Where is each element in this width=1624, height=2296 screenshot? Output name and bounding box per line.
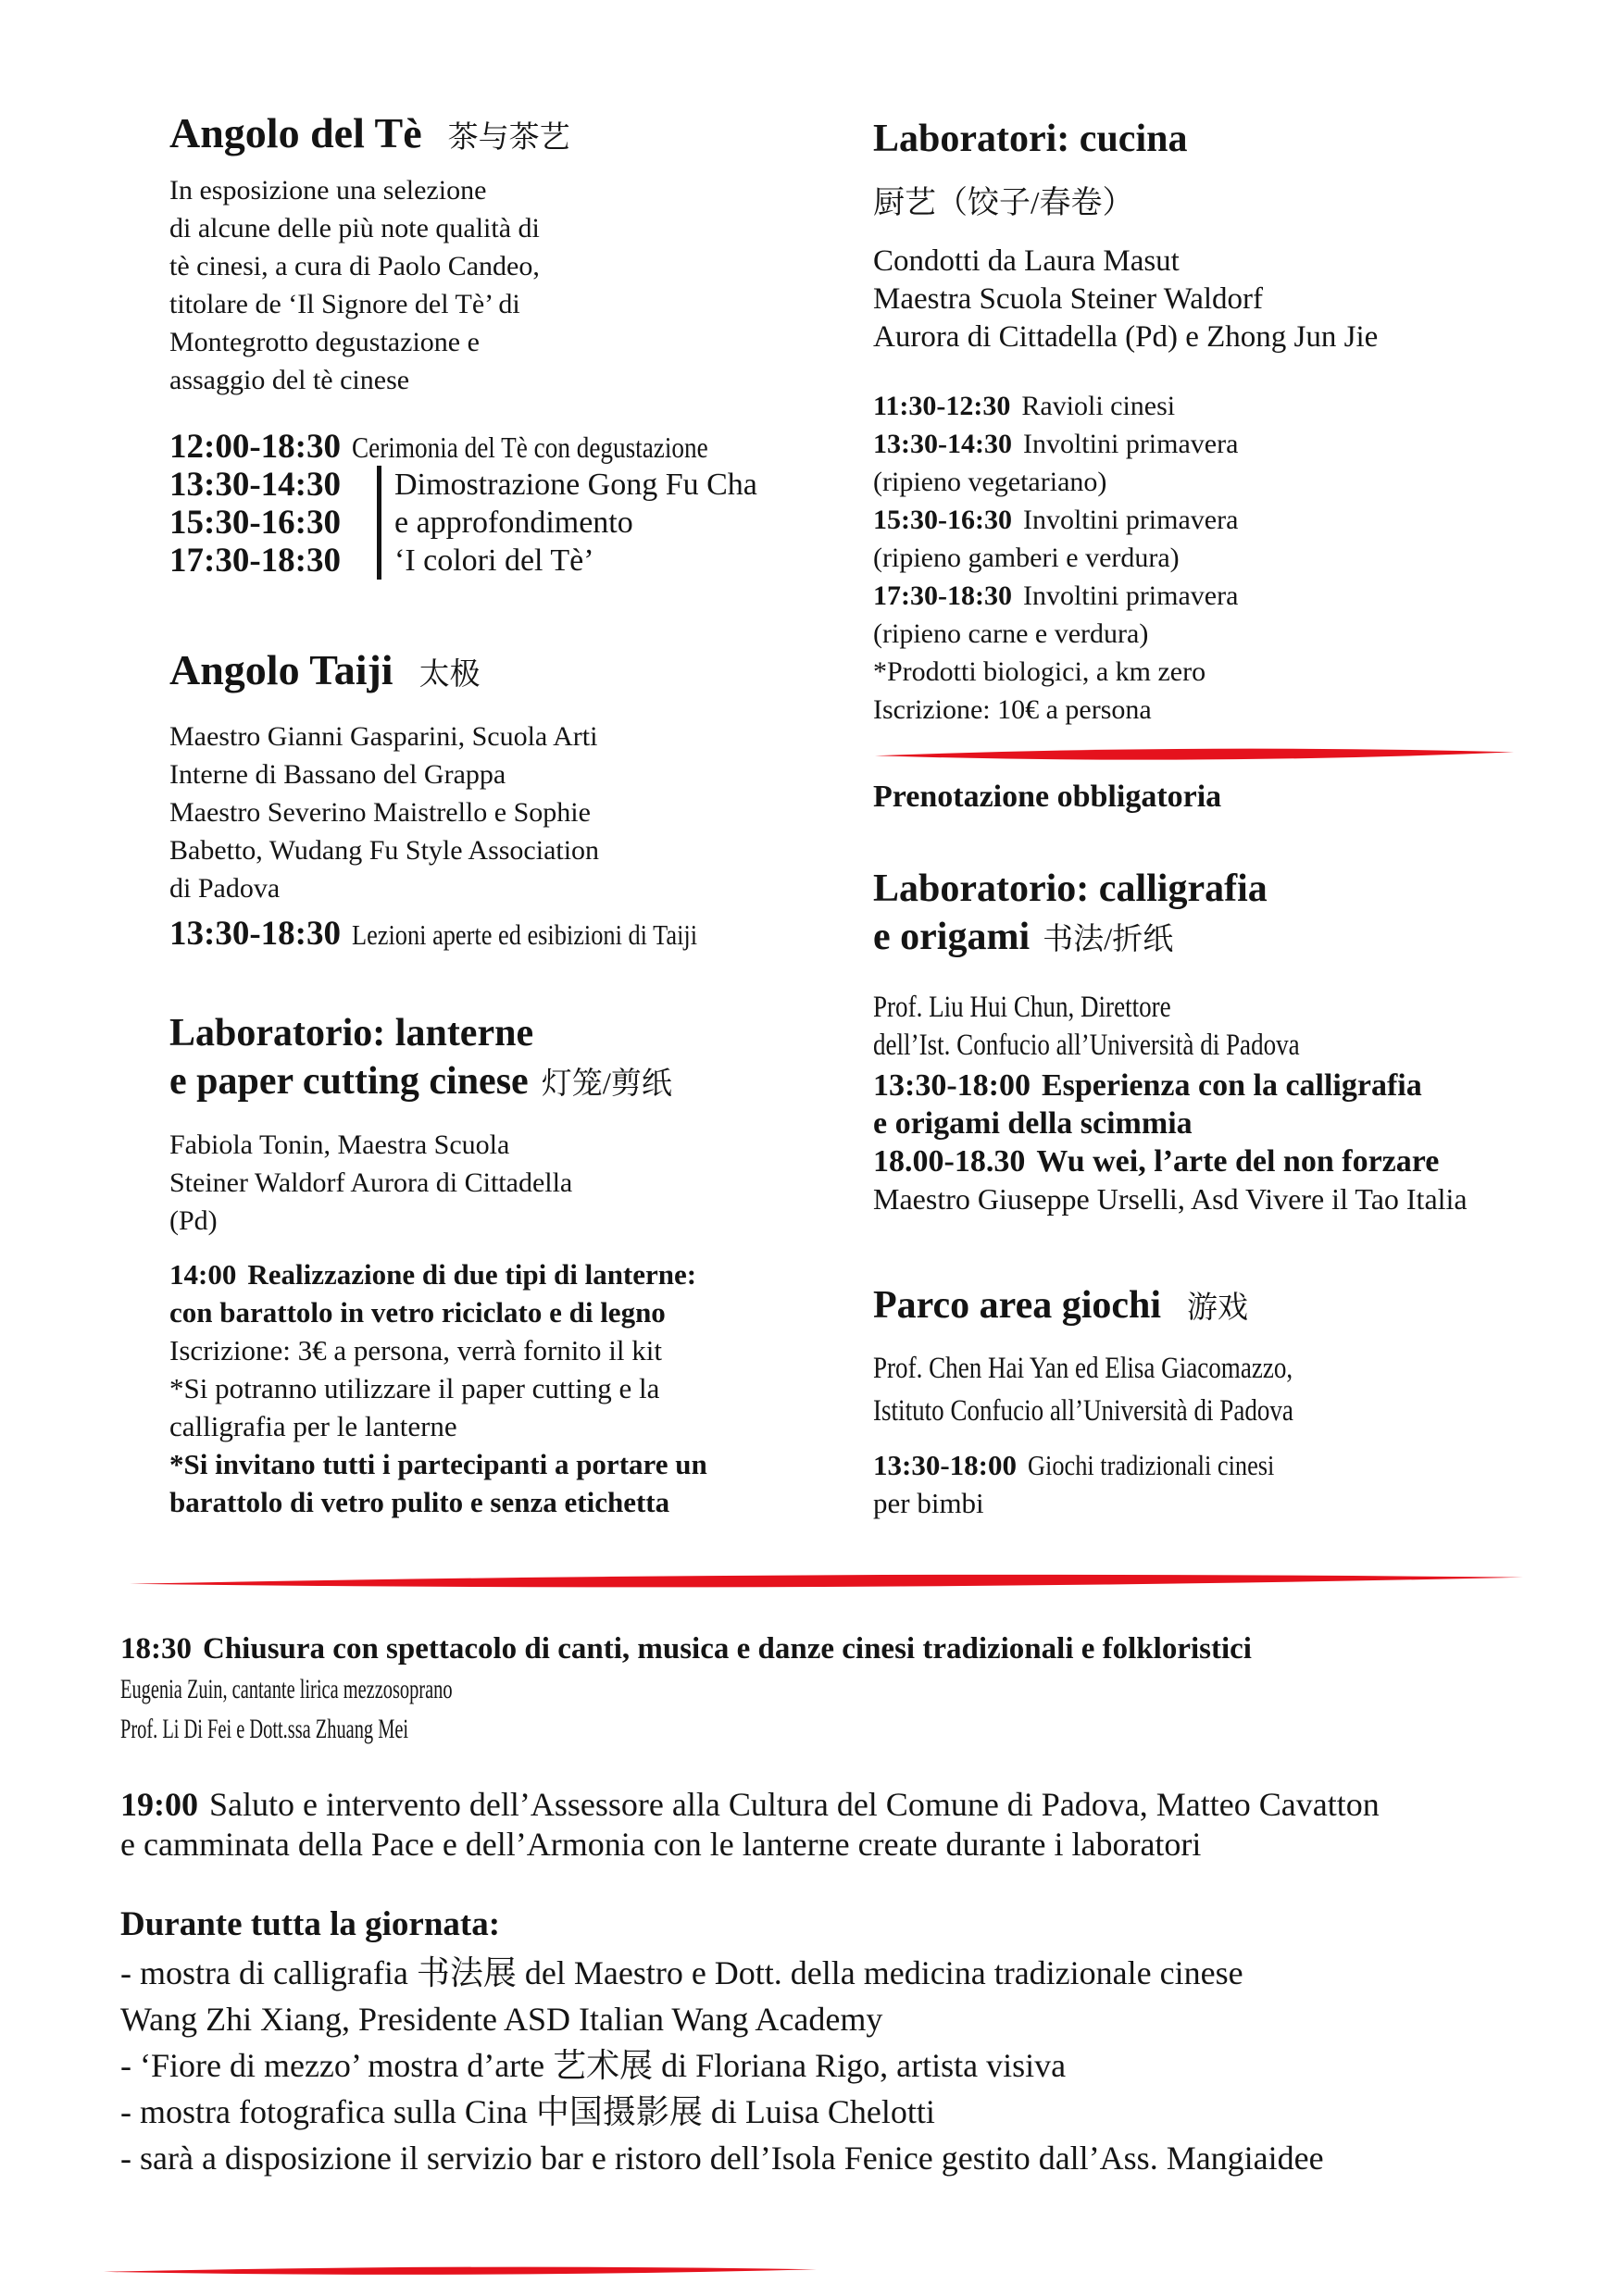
section-title-lanterns-chinese: 灯笼/剪纸 bbox=[541, 1067, 672, 1101]
text-line: titolare de ‘Il Signore del Tè’ di bbox=[169, 289, 520, 319]
cucina-chinese-subtitle: 厨艺（饺子/春卷） bbox=[873, 186, 1134, 220]
text-line: Montegrotto degustazione e bbox=[169, 327, 480, 357]
text-line: Interne di Bassano del Grappa bbox=[169, 759, 506, 790]
calligrafia-schedule bbox=[873, 1067, 1468, 1218]
schedule-row bbox=[873, 1067, 1468, 1104]
text-line: *Si potranno utilizzare il paper cutting e la bbox=[169, 1372, 660, 1404]
event-label: Involtini primavera bbox=[1022, 505, 1239, 535]
closing-headline-text: Chiusura con spettacolo di canti, musica e danze cinesi tradizionali e folkloristici bbox=[203, 1632, 1252, 1666]
time: 18:30 bbox=[120, 1632, 192, 1666]
time-range: 13:30-18:30 bbox=[169, 915, 341, 953]
section-title-cucina-text: Laboratori: cucina bbox=[873, 118, 1188, 160]
time-range: 13:30-14:30 bbox=[873, 429, 1012, 459]
text-line: In esposizione una selezione bbox=[169, 175, 487, 206]
red-brush-divider bbox=[875, 742, 1514, 767]
event-label: Giochi tradizionali cinesi bbox=[1027, 1449, 1275, 1481]
credit-line: Maestro Giuseppe Urselli, Asd Vivere il Tao Italia bbox=[873, 1182, 1468, 1216]
section-title-calligrafia bbox=[873, 865, 1268, 964]
section-title-lanterns-line2 bbox=[169, 1057, 672, 1108]
bracket-label-list bbox=[377, 466, 757, 580]
section-title-calligrafia-line2 bbox=[873, 913, 1268, 964]
time-range-list bbox=[169, 466, 377, 580]
section-title-taiji-text: Angolo Taiji bbox=[169, 646, 394, 693]
event-label: Dimostrazione Gong Fu Cha bbox=[394, 468, 757, 502]
time-range: 12:00-18:30 bbox=[169, 428, 341, 466]
event-label: Lezioni aperte ed esibizioni di Taiji bbox=[351, 918, 697, 951]
section-title-tea-chinese: 茶与茶艺 bbox=[447, 121, 570, 155]
taiji-description bbox=[169, 718, 599, 907]
event-title-line: con barattolo in vetro riciclato e di legno bbox=[169, 1296, 666, 1329]
time: 19:00 bbox=[120, 1786, 198, 1823]
section-title-lanterns-line1: Laboratorio: lanterne bbox=[169, 1012, 534, 1054]
tea-schedule-row bbox=[169, 428, 771, 467]
time-range: 17:30-18:30 bbox=[169, 542, 341, 580]
red-brush-divider bbox=[130, 1568, 1523, 1594]
taiji-schedule-row bbox=[169, 915, 758, 954]
cucina-description bbox=[873, 243, 1378, 356]
section-title-taiji-chinese: 太极 bbox=[418, 658, 481, 692]
tea-description bbox=[169, 171, 540, 399]
event-label: Involtini primavera bbox=[1022, 429, 1239, 459]
text-line: di alcune delle più note qualità di bbox=[169, 213, 540, 243]
time-range: 13:30-18:00 bbox=[873, 1449, 1017, 1481]
giochi-schedule bbox=[873, 1446, 1318, 1522]
schedule-subrow: per bimbi bbox=[873, 1487, 984, 1519]
allday-item: - sarà a disposizione il servizio bar e ristoro dell’Isola Fenice gestito dall’Ass. Mangiaidee bbox=[120, 2140, 1324, 2177]
cucina-schedule bbox=[873, 387, 1238, 729]
event-label: ‘I colori del Tè’ bbox=[394, 543, 594, 578]
section-title-giochi-text: Parco area giochi bbox=[873, 1284, 1162, 1327]
booking-notice: Prenotazione obbligatoria bbox=[873, 780, 1222, 814]
closing-block bbox=[120, 1629, 1252, 1749]
event-label: Wu wei, l’arte del non forzare bbox=[1036, 1144, 1440, 1179]
greeting-line1-text: Saluto e intervento dell’Assessore alla Cultura del Comune di Padova, Matteo Cavatton bbox=[209, 1786, 1380, 1823]
schedule-row bbox=[873, 425, 1238, 463]
text-line: tè cinesi, a cura di Paolo Candeo, bbox=[169, 251, 540, 281]
tea-schedule-bracket bbox=[169, 466, 757, 580]
text-line: Steiner Waldorf Aurora di Cittadella bbox=[169, 1167, 573, 1198]
allday-item: - ‘Fiore di mezzo’ mostra d’arte 艺术展 di Floriana Rigo, artista visiva bbox=[120, 2047, 1067, 2084]
text-line: Maestra Scuola Steiner Waldorf bbox=[873, 282, 1264, 316]
allday-item: - mostra fotografica sulla Cina 中国摄影展 di Luisa Chelotti bbox=[120, 2093, 935, 2130]
time-range: 17:30-18:30 bbox=[873, 580, 1012, 611]
calligrafia-description bbox=[873, 989, 1393, 1065]
section-title-cucina bbox=[873, 115, 1187, 163]
schedule-row bbox=[873, 1142, 1468, 1180]
warning-line: *Si invitano tutti i partecipanti a portare un bbox=[169, 1448, 707, 1480]
text-line: Prof. Liu Hui Chun, Direttore bbox=[873, 991, 1171, 1024]
performer-line: Prof. Li Di Fei e Dott.ssa Zhuang Mei bbox=[120, 1714, 409, 1744]
text-line: (Pd) bbox=[169, 1205, 218, 1236]
event-label: Involtini primavera bbox=[1022, 580, 1239, 611]
time-range: 13:30-14:30 bbox=[169, 466, 341, 504]
text-line: Condotti da Laura Masut bbox=[873, 244, 1180, 278]
section-title-giochi-chinese: 游戏 bbox=[1187, 1292, 1249, 1325]
allday-title: Durante tutta la giornata: bbox=[120, 1905, 501, 1943]
event-label: Realizzazione di due tipi di lanterne: bbox=[247, 1258, 697, 1291]
event-title-line bbox=[169, 1255, 707, 1293]
schedule-row bbox=[873, 577, 1238, 615]
allday-item: - mostra di calligrafia 书法展 del Maestro e Dott. della medicina tradizionale cinese bbox=[120, 1954, 1243, 1991]
text-line: Fabiola Tonin, Maestra Scuola bbox=[169, 1129, 510, 1160]
closing-headline bbox=[120, 1629, 1252, 1669]
greeting-line1 bbox=[120, 1785, 1380, 1825]
section-title-taiji bbox=[169, 646, 481, 699]
section-title-calligrafia-chinese: 书法/折纸 bbox=[1043, 923, 1174, 956]
schedule-row bbox=[873, 387, 1238, 425]
time-range: 15:30-16:30 bbox=[873, 505, 1012, 535]
allday-list bbox=[120, 1950, 1324, 2181]
text-line: Maestro Gianni Gasparini, Scuola Arti bbox=[169, 721, 598, 752]
schedule-subrow: (ripieno vegetariano) bbox=[873, 467, 1107, 497]
section-title-calligrafia-line1: Laboratorio: calligrafia bbox=[873, 867, 1268, 910]
red-brush-divider bbox=[104, 2263, 817, 2279]
text-line: Iscrizione: 3€ a persona, verrà fornito il kit bbox=[169, 1334, 662, 1366]
text-line: dell’Ist. Confucio all’Università di Padova bbox=[873, 1029, 1300, 1062]
time-range: 15:30-16:30 bbox=[169, 504, 341, 542]
greeting-line2: e camminata della Pace e dell’Armonia con le lanterne create durante i laboratori bbox=[120, 1826, 1202, 1863]
section-title-tea bbox=[169, 109, 570, 162]
greeting-block bbox=[120, 1785, 1380, 1865]
note-line: *Prodotti biologici, a km zero bbox=[873, 656, 1206, 687]
schedule-row bbox=[873, 501, 1238, 539]
lanterns-schedule-block bbox=[169, 1255, 707, 1521]
text-line: assaggio del tè cinese bbox=[169, 365, 410, 395]
section-title-lanterns-line2-text: e paper cutting cinese bbox=[169, 1060, 529, 1103]
lanterns-description bbox=[169, 1126, 572, 1240]
event-label: e approfondimento bbox=[394, 505, 633, 540]
time-range: 18.00-18.30 bbox=[873, 1144, 1026, 1179]
event-label: Ravioli cinesi bbox=[1021, 391, 1176, 421]
text-line: Istituto Confucio all’Università di Padova bbox=[873, 1394, 1293, 1428]
text-line: Aurora di Cittadella (Pd) e Zhong Jun Jie bbox=[873, 320, 1379, 354]
schedule-subrow: (ripieno carne e verdura) bbox=[873, 618, 1149, 649]
event-label: Cerimonia del Tè con degustazione bbox=[351, 430, 708, 464]
note-line: Iscrizione: 10€ a persona bbox=[873, 694, 1152, 725]
time-range: 13:30-18:00 bbox=[873, 1068, 1031, 1103]
text-line: Maestro Severino Maistrello e Sophie bbox=[169, 797, 591, 828]
allday-item: Wang Zhi Xiang, Presidente ASD Italian Wang Academy bbox=[120, 2001, 883, 2038]
performer-line: Eugenia Zuin, cantante lirica mezzosoprano bbox=[120, 1674, 453, 1704]
schedule-subrow: e origami della scimmia bbox=[873, 1106, 1193, 1141]
text-line: di Padova bbox=[169, 873, 281, 904]
giochi-description bbox=[873, 1347, 1386, 1432]
time: 14:00 bbox=[169, 1258, 237, 1291]
warning-line: barattolo di vetro pulito e senza etichetta bbox=[169, 1486, 670, 1518]
schedule-row bbox=[873, 1446, 1318, 1484]
section-title-giochi bbox=[873, 1281, 1248, 1332]
time-range: 11:30-12:30 bbox=[873, 391, 1011, 421]
section-title-calligrafia-line2-text: e origami bbox=[873, 916, 1031, 958]
event-label: Esperienza con la calligrafia bbox=[1041, 1068, 1422, 1103]
section-title-tea-text: Angolo del Tè bbox=[169, 109, 422, 156]
section-title-lanterns bbox=[169, 1009, 672, 1108]
text-line: calligrafia per le lanterne bbox=[169, 1410, 457, 1442]
text-line: Babetto, Wudang Fu Style Association bbox=[169, 835, 600, 866]
schedule-subrow: (ripieno gamberi e verdura) bbox=[873, 543, 1180, 573]
text-line: Prof. Chen Hai Yan ed Elisa Giacomazzo, bbox=[873, 1352, 1293, 1385]
